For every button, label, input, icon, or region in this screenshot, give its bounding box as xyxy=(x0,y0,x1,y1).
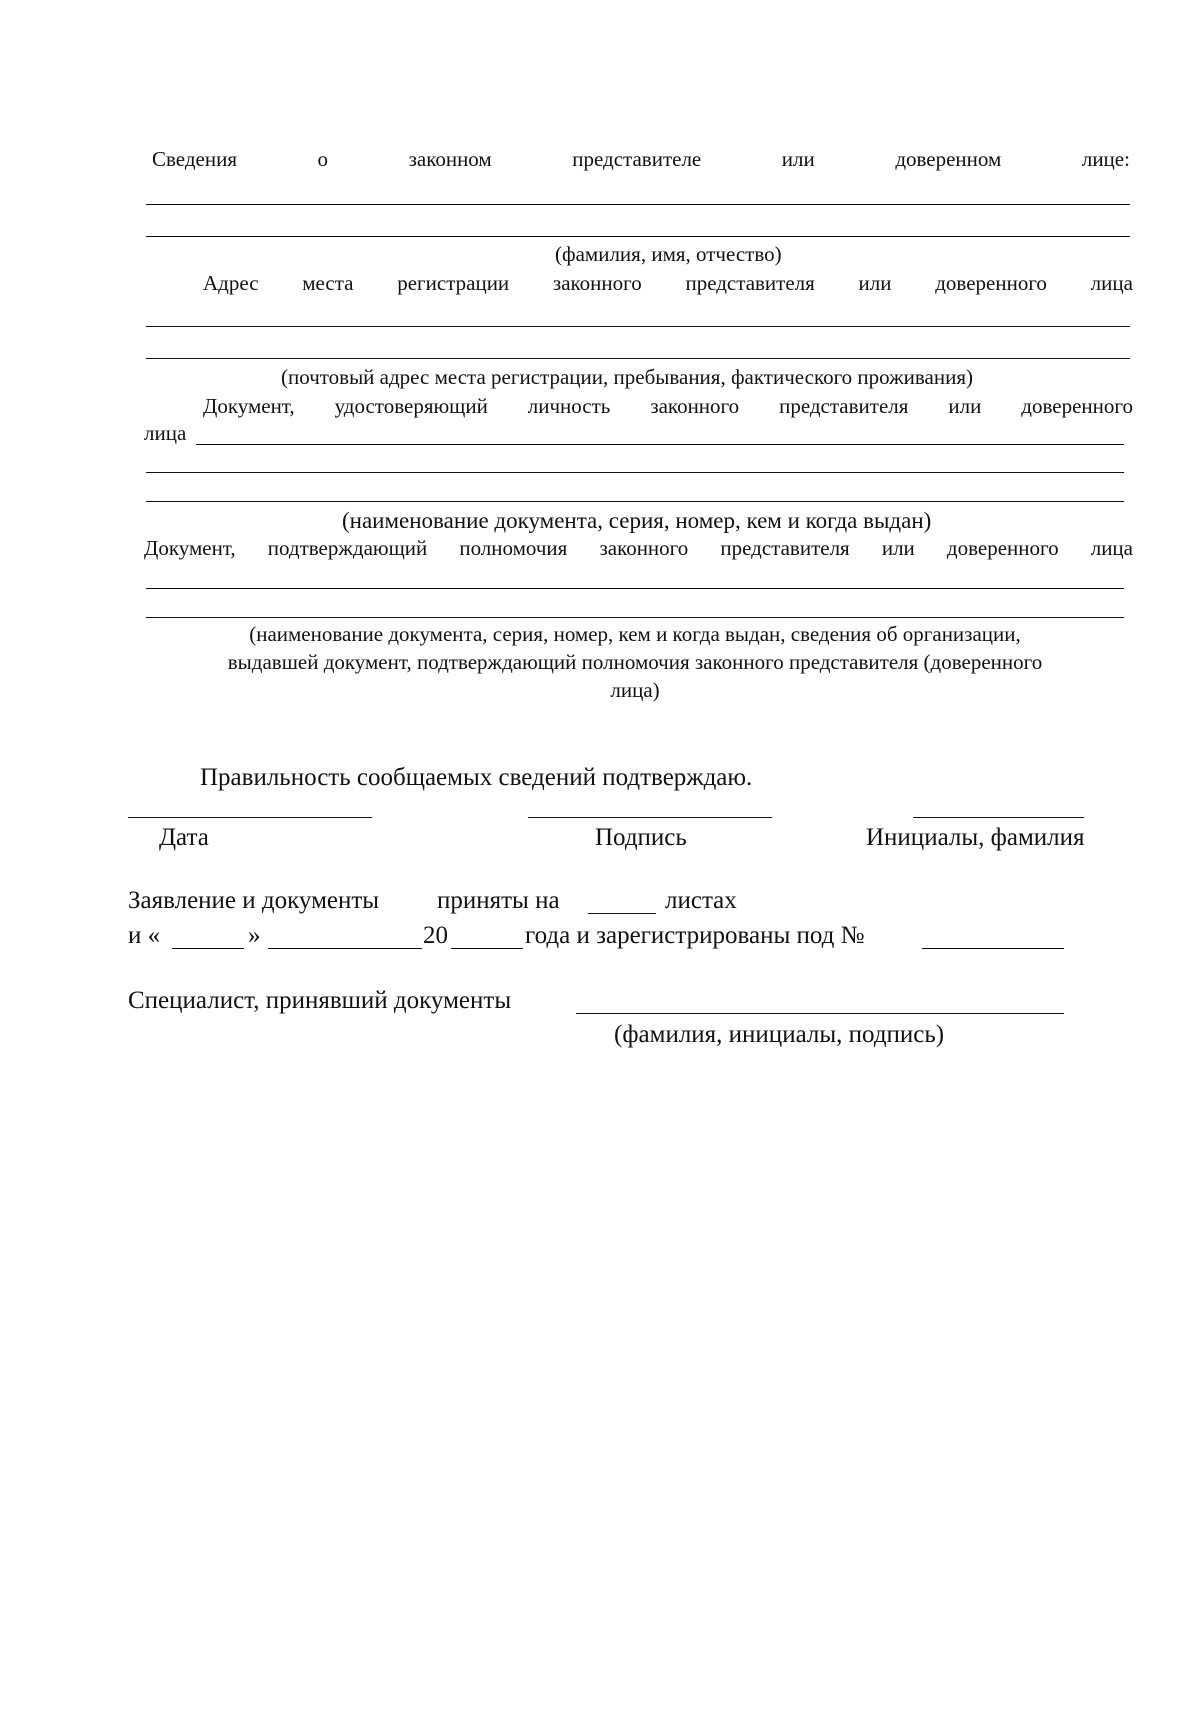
day-field[interactable] xyxy=(172,948,244,949)
specialist-caption: (фамилия, инициалы, подпись) xyxy=(614,1021,945,1048)
authority-doc-caption-3: лица) xyxy=(610,678,660,702)
acceptance-line2-text: года и зарегистрированы под № xyxy=(525,922,865,949)
initials-label: Инициалы, фамилия xyxy=(866,824,1085,851)
registration-number-field[interactable] xyxy=(922,948,1064,949)
word: личность xyxy=(527,394,611,418)
acceptance-line2-year: 20 xyxy=(423,922,448,949)
address-line-2[interactable] xyxy=(146,358,1130,359)
rep-name-line-2[interactable] xyxy=(146,236,1130,237)
id-doc-line-1[interactable] xyxy=(196,444,1124,445)
signature-line[interactable] xyxy=(528,817,772,818)
specialist-label: Специалист, принявший документы xyxy=(128,987,512,1014)
word: представителе xyxy=(572,147,702,171)
word: законного xyxy=(552,271,642,295)
word: законного xyxy=(650,394,740,418)
word: удостоверяющий xyxy=(334,394,488,418)
sheets-count-field[interactable] xyxy=(588,913,656,914)
rep-info-label xyxy=(152,149,1130,170)
word: лица xyxy=(1090,271,1133,295)
word: или xyxy=(858,271,892,295)
word: регистрации xyxy=(397,271,510,295)
id-doc-line-2[interactable] xyxy=(146,472,1124,473)
word: представителя xyxy=(685,271,815,295)
word: доверенного xyxy=(1021,394,1133,418)
id-doc-caption: (наименование документа, серия, номер, кем и когда выдан) xyxy=(342,508,932,533)
initials-line[interactable] xyxy=(913,817,1084,818)
word: места xyxy=(302,271,354,295)
acceptance-line2-prefix: и « xyxy=(128,922,161,949)
confirmation-text: Правильность сообщаемых сведений подтверждаю. xyxy=(200,764,753,791)
authority-doc-line-1[interactable] xyxy=(146,588,1124,589)
specialist-signature-line[interactable] xyxy=(576,1013,1064,1014)
acceptance-line1-start: Заявление и документы xyxy=(128,887,380,914)
authority-doc-label: Документ, подтверждающий полномочия законного представителя или доверенного лица xyxy=(144,536,1133,560)
authority-doc-caption-2: выдавшей документ, подтверждающий полномочия законного представителя (доверенного xyxy=(227,650,1043,674)
address-caption: (почтовый адрес места регистрации, пребывания, фактического проживания) xyxy=(281,365,973,389)
word: Сведения xyxy=(152,147,237,171)
word: или xyxy=(781,147,815,171)
word: или xyxy=(948,394,982,418)
word: доверенного xyxy=(935,271,1047,295)
id-doc-continuation: лица xyxy=(144,421,187,445)
word: Адрес xyxy=(203,271,259,295)
authority-doc-line-2[interactable] xyxy=(146,617,1124,618)
id-doc-label xyxy=(203,396,1133,417)
rep-name-line-1[interactable] xyxy=(146,204,1130,205)
acceptance-line1-mid: приняты на xyxy=(437,887,560,914)
signature-label: Подпись xyxy=(595,824,687,851)
word: представителя xyxy=(779,394,909,418)
date-label: Дата xyxy=(159,824,209,851)
acceptance-line2-close: » xyxy=(248,922,261,949)
date-line[interactable] xyxy=(128,817,372,818)
word: лице: xyxy=(1081,147,1130,171)
rep-name-caption: (фамилия, имя, отчество) xyxy=(555,242,782,266)
address-line-1[interactable] xyxy=(146,326,1130,327)
word: Документ, xyxy=(203,394,295,418)
month-field[interactable] xyxy=(268,948,422,949)
word: законном xyxy=(408,147,492,171)
word: доверенном xyxy=(895,147,1002,171)
address-label xyxy=(203,273,1133,294)
word: о xyxy=(317,147,329,171)
year-field[interactable] xyxy=(451,948,523,949)
authority-doc-caption-1: (наименование документа, серия, номер, кем и когда выдан, сведения об организации, xyxy=(249,622,1021,646)
acceptance-line1-end: листах xyxy=(665,887,737,914)
id-doc-line-3[interactable] xyxy=(146,501,1124,502)
